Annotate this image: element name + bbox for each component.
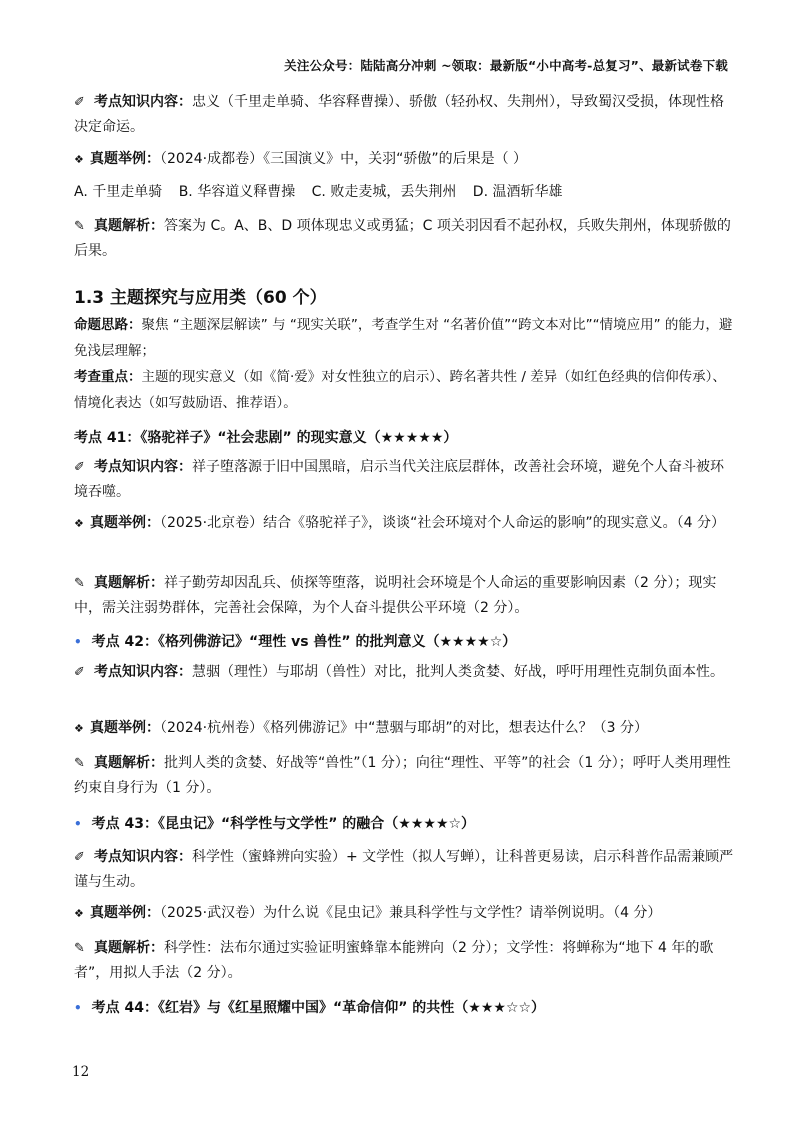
bullet-icon: • (74, 1001, 82, 1015)
diamond-icon: ❖ (74, 153, 84, 166)
kaodian-41-title: 考点 41：《骆驼祥子》“社会悲剧” 的现实意义（★★★★★） (74, 430, 458, 446)
pencil-icon: ✐ (74, 850, 85, 865)
option-a: A. 千里走单骑 (74, 184, 163, 200)
option-b: B. 华容道义释曹操 (178, 184, 296, 200)
kaodian-41-knowledge: ✐ 考点知识内容：祥子堕落源于旧中国黑暗，启示当代关注底层群体，改善社会环境，避免个人奋斗被环境吞噬。 (74, 455, 734, 505)
page-header: 关注公众号：陆陆高分冲刺 ~领取：最新版“小中高考-总复习”、最新试卷下载 (284, 58, 728, 73)
analysis-text: 答案为 C。A、B、D 项体现忠义或勇猛；C 项关羽因看不起孙权，兵败失荆州，体现骄傲的后果。 (74, 218, 731, 259)
kaodian-42-analysis: ✎ 真题解析：批判人类的贪婪、好战等“兽性”（1 分）；向往“理性、平等”的社会（1 分）；呼吁人类用理性约束自身行为（1 分）。 (74, 751, 734, 801)
knowledge-block-0: ✐ 考点知识内容：忠义（千里走单骑、华容释曹操）、骄傲（轻孙权、失荆州），导致蜀汉受损，体现性格决定命运。 (74, 90, 734, 140)
section-focus (74, 364, 734, 416)
pencil-icon: ✐ (74, 665, 85, 680)
kaodian-42-knowledge: ✐ 考点知识内容：慧骃（理性）与耶胡（兽性）对比，批判人类贪婪、好战，呼吁用理性克制负面本性。 (74, 660, 734, 685)
kaodian-41-example: ❖ 真题举例：（2025·北京卷）结合《骆驼祥子》，谈谈“社会环境对个人命运的影响”的现实意义。（4 分） (74, 511, 734, 536)
kaodian-42-title: • 考点 42：《格列佛游记》“理性 vs 兽性” 的批判意义（★★★★☆） (74, 634, 517, 650)
diamond-icon: ❖ (74, 722, 84, 735)
pencil-icon: ✐ (74, 95, 85, 110)
pencil-icon: ✐ (74, 460, 85, 475)
idea-label: 命题思路： (74, 317, 142, 333)
bullet-icon: • (74, 817, 82, 831)
example-label: 真题举例 (90, 151, 146, 167)
kaodian-43-example: ❖ 真题举例：（2025·武汉卷）为什么说《昆虫记》兼具科学性与文学性？请举例说明。（4 分） (74, 901, 734, 926)
knowledge-label: 考点知识内容 (94, 94, 178, 110)
diamond-icon: ❖ (74, 907, 84, 920)
kaodian-43-knowledge: ✐ 考点知识内容：科学性（蜜蜂辨向实验）+ 文学性（拟人写蝉），让科普更易读，启示科普作品需兼顾严谨与生动。 (74, 845, 734, 895)
example-block-0: ❖ 真题举例：（2024·成都卷）《三国演义》中，关羽“骄傲”的后果是（ ） (74, 147, 734, 172)
kaodian-43-title: • 考点 43：《昆虫记》“科学性与文学性” 的融合（★★★★☆） (74, 816, 476, 832)
focus-label: 考查重点： (74, 369, 142, 385)
section-title: 1.3 主题探究与应用类（60 个） (74, 288, 327, 308)
kaodian-41-analysis: ✎ 真题解析：祥子勤劳却因乱兵、侦探等堕落，说明社会环境是个人命运的重要影响因素（2 分）；现实中，需关注弱势群体，完善社会保障，为个人奋斗提供公平环境（2 分）。 (74, 571, 734, 621)
example-text: （2024·成都卷）《三国演义》中，关羽“骄傲”的后果是（ ） (160, 151, 528, 167)
option-d: D. 温酒斩华雄 (472, 184, 563, 200)
idea-text: 聚焦 “主题深层解读” 与 “现实关联”，考查学生对 “名著价值”“跨文本对比”“情境应用” 的能力，避免浅层理解； (74, 317, 733, 359)
focus-text: 主题的现实意义（如《简·爱》对女性独立的启示）、跨名著共性 / 差异（如红色经典的信仰传承）、情境化表达（如写鼓励语、推荐语）。 (74, 369, 726, 411)
options-row (74, 180, 734, 205)
pen-icon: ✎ (74, 941, 85, 956)
kaodian-44-title: • 考点 44：《红岩》与《红星照耀中国》“革命信仰” 的共性（★★★☆☆） (74, 1000, 546, 1016)
kaodian-42-example: ❖ 真题举例：（2024·杭州卷）《格列佛游记》中“慧骃与耶胡”的对比，想表达什么？（3 分） (74, 716, 734, 741)
bullet-icon: • (74, 635, 82, 649)
knowledge-text: 忠义（千里走单骑、华容释曹操）、骄傲（轻孙权、失荆州），导致蜀汉受损，体现性格决定命运。 (74, 94, 724, 135)
option-c: C. 败走麦城，丢失荆州 (311, 184, 457, 200)
pen-icon: ✎ (74, 576, 85, 591)
page-number: 12 (72, 1064, 90, 1080)
analysis-label: 真题解析 (94, 218, 150, 234)
section-idea (74, 312, 734, 364)
analysis-block-0: ✎ 真题解析：答案为 C。A、B、D 项体现忠义或勇猛；C 项关羽因看不起孙权，兵败失荆州，体现骄傲的后果。 (74, 214, 734, 264)
kaodian-43-analysis: ✎ 真题解析：科学性：法布尔通过实验证明蜜蜂靠本能辨向（2 分）；文学性：将蝉称为“地下 4 年的歌者”，用拟人手法（2 分）。 (74, 936, 734, 986)
pen-icon: ✎ (74, 756, 85, 771)
pen-icon: ✎ (74, 219, 85, 234)
diamond-icon: ❖ (74, 517, 84, 530)
